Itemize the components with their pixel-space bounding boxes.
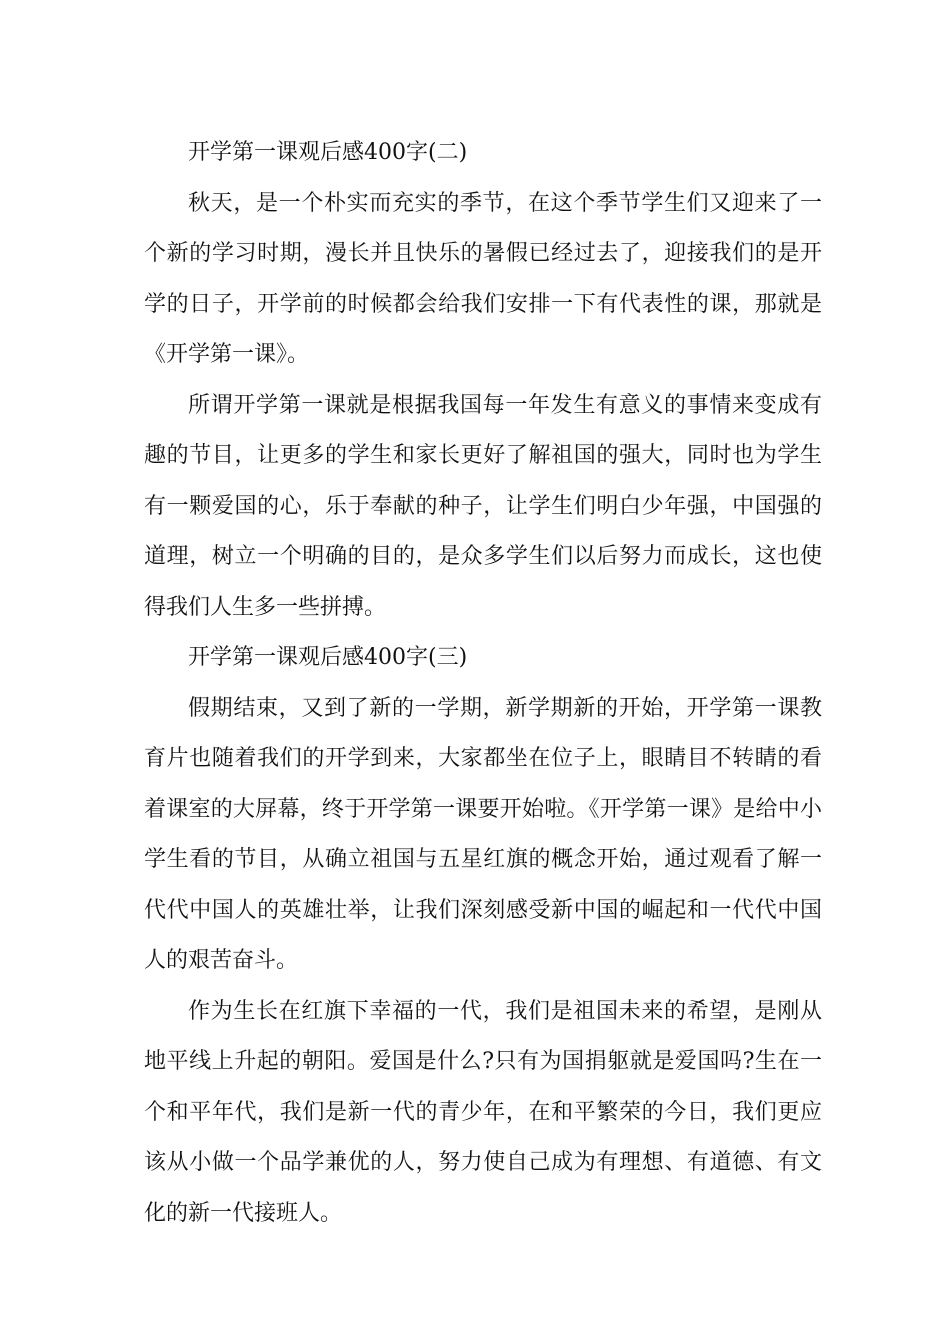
section-heading-2: 开学第一课观后感400字(二) bbox=[188, 140, 468, 165]
paragraph: 作为生长在红旗下幸福的一代，我们是祖国未来的希望，是刚从地平线上升起的朝阳。爱国是什么?只有为国捐躯就是爱国吗?生在一个和平年代，我们是新一代的青少年，在和平繁荣的今日，我们更应该从小做一个品学兼优的人，努力使自己成为有理想、有道德、有文化的新一代接班人。 bbox=[144, 998, 822, 1226]
paragraph: 所谓开学第一课就是根据我国每一年发生有意义的事情来变成有趣的节目，让更多的学生和家长更好了解祖国的强大，同时也为学生有一颗爱国的心，乐于奉献的种子，让学生们明白少年强，中国强的道理，树立一个明确的目的，是众多学生们以后努力而成长，这也使得我们人生多一些拼搏。 bbox=[144, 392, 822, 620]
paragraph: 秋天，是一个朴实而充实的季节，在这个季节学生们又迎来了一个新的学习时期，漫长并且快乐的暑假已经过去了，迎接我们的是开学的日子，开学前的时候都会给我们安排一下有代表性的课，那就是《开学第一课》。 bbox=[144, 190, 822, 367]
paragraph: 假期结束，又到了新的一学期，新学期新的开始，开学第一课教育片也随着我们的开学到来，大家都坐在位子上，眼睛目不转睛的看着课室的大屏幕，终于开学第一课要开始啦。《开学第一课》是给中小学生看的节目，从确立祖国与五星红旗的概念开始，通过观看了解一代代中国人的英雄壮举，让我们深刻感受新中国的崛起和一代代中国人的艰苦奋斗。 bbox=[144, 695, 822, 973]
section-heading-3: 开学第一课观后感400字(三) bbox=[188, 645, 468, 670]
document-body bbox=[144, 128, 822, 1239]
